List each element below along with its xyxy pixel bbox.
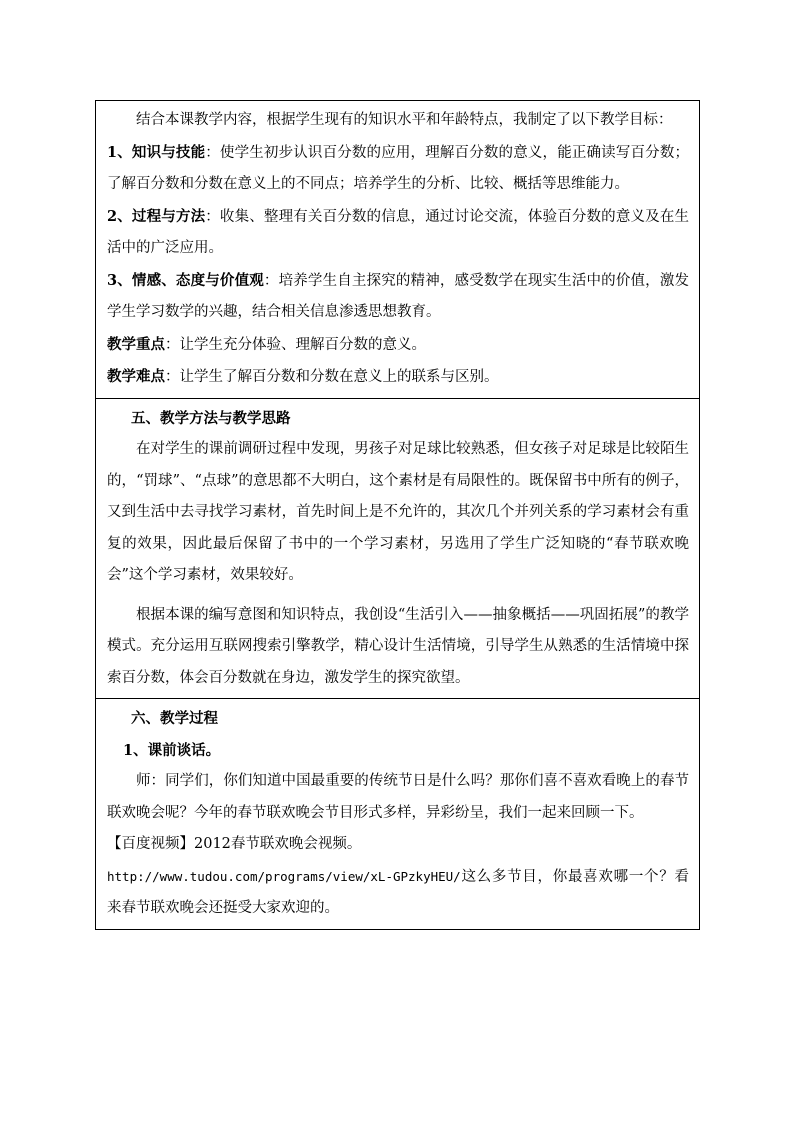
pre-class-talk-heading: 1、课前谈话。 — [123, 741, 221, 759]
key-point-label: 教学重点 — [107, 335, 165, 353]
video-link-line — [107, 861, 689, 925]
video-url-link[interactable]: http://www.tudou.com/programs/view/xL-GPzkyHEU/ — [107, 868, 461, 884]
paragraph-gap — [107, 592, 689, 600]
methods-heading: 五、教学方法与教学思路 — [131, 409, 291, 427]
teaching-difficulty — [107, 361, 689, 394]
video-reference: 【百度视频】2012春节联欢晚会视频。 — [107, 836, 362, 852]
objectives-cell — [96, 101, 699, 399]
goal-knowledge-text: ：使学生初步认识百分数的应用，理解百分数的意义，能正确读写百分数；了解百分数和分数在意义上的不同点；培养学生的分析、比较、概括等思维能力。 — [107, 144, 690, 192]
goal-attitude-label: 3、情感、态度与价值观 — [107, 271, 264, 289]
process-heading: 六、教学过程 — [131, 710, 218, 727]
methods-cell — [96, 399, 699, 700]
goal-attitude — [107, 265, 689, 329]
goal-process — [107, 201, 689, 265]
objectives-intro: 结合本课教学内容，根据学生现有的知识水平和年龄特点，我制定了以下教学目标： — [136, 112, 673, 128]
goal-process-label: 2、过程与方法 — [107, 207, 206, 225]
methods-paragraph-2: 根据本课的编写意图和知识特点，我创设“生活引入——抽象概括——巩固拓展”的教学模式。充分运用互联网搜索引擎教学，精心设计生活情境，引导学生从熟悉的生活情境中探索百分数，体会百分数就在身边，激发学生的探究欲望。 — [107, 606, 689, 686]
teaching-key-point — [107, 329, 689, 362]
video-url-tail: 这么多节目，你最喜欢哪一个？看来春节联欢晚会还挺受大家欢迎的。 — [107, 868, 689, 916]
goal-knowledge-label: 1、知识与技能 — [107, 143, 206, 161]
goal-attitude-text: ：培养学生自主探究的精神，感受数学在现实生活中的价值，激发学生学习数学的兴趣，结合相关信息渗透思想教育。 — [107, 272, 690, 320]
process-cell — [96, 699, 699, 929]
key-point-text: ：让学生充分体验、理解百分数的意义。 — [165, 336, 426, 353]
methods-paragraph-1: 在对学生的课前调研过程中发现，男孩子对足球比较熟悉，但女孩子对足球是比较陌生的，“罚球”、“点球”的意思都不大明白，这个素材是有局限性的。既保留书中所有的例子，又到生活中去寻找学习素材，首先时间上是不允许的，其次几个并列关系的学习素材会有重复的效果，因此最后保留了书中的一个学习素材，另选用了学生广泛知晓的“春节联欢晚会”这个学习素材，效果较好。 — [107, 441, 689, 583]
goal-process-text: ：收集、整理有关百分数的信息，通过讨论交流，体验百分数的意义及在生活中的广泛应用。 — [107, 208, 690, 256]
teacher-dialogue: 师：同学们，你们知道中国最重要的传统节日是什么吗？那你们喜不喜欢看晚上的春节联欢晚会呢？今年的春节联欢晚会节目形式多样，异彩纷呈，我们一起来回顾一下。 — [107, 773, 689, 821]
lesson-plan-table — [95, 100, 700, 930]
difficulty-label: 教学难点 — [107, 368, 165, 385]
goal-knowledge — [107, 137, 689, 201]
difficulty-text: ：让学生了解百分数和分数在意义上的联系与区别。 — [165, 369, 499, 385]
